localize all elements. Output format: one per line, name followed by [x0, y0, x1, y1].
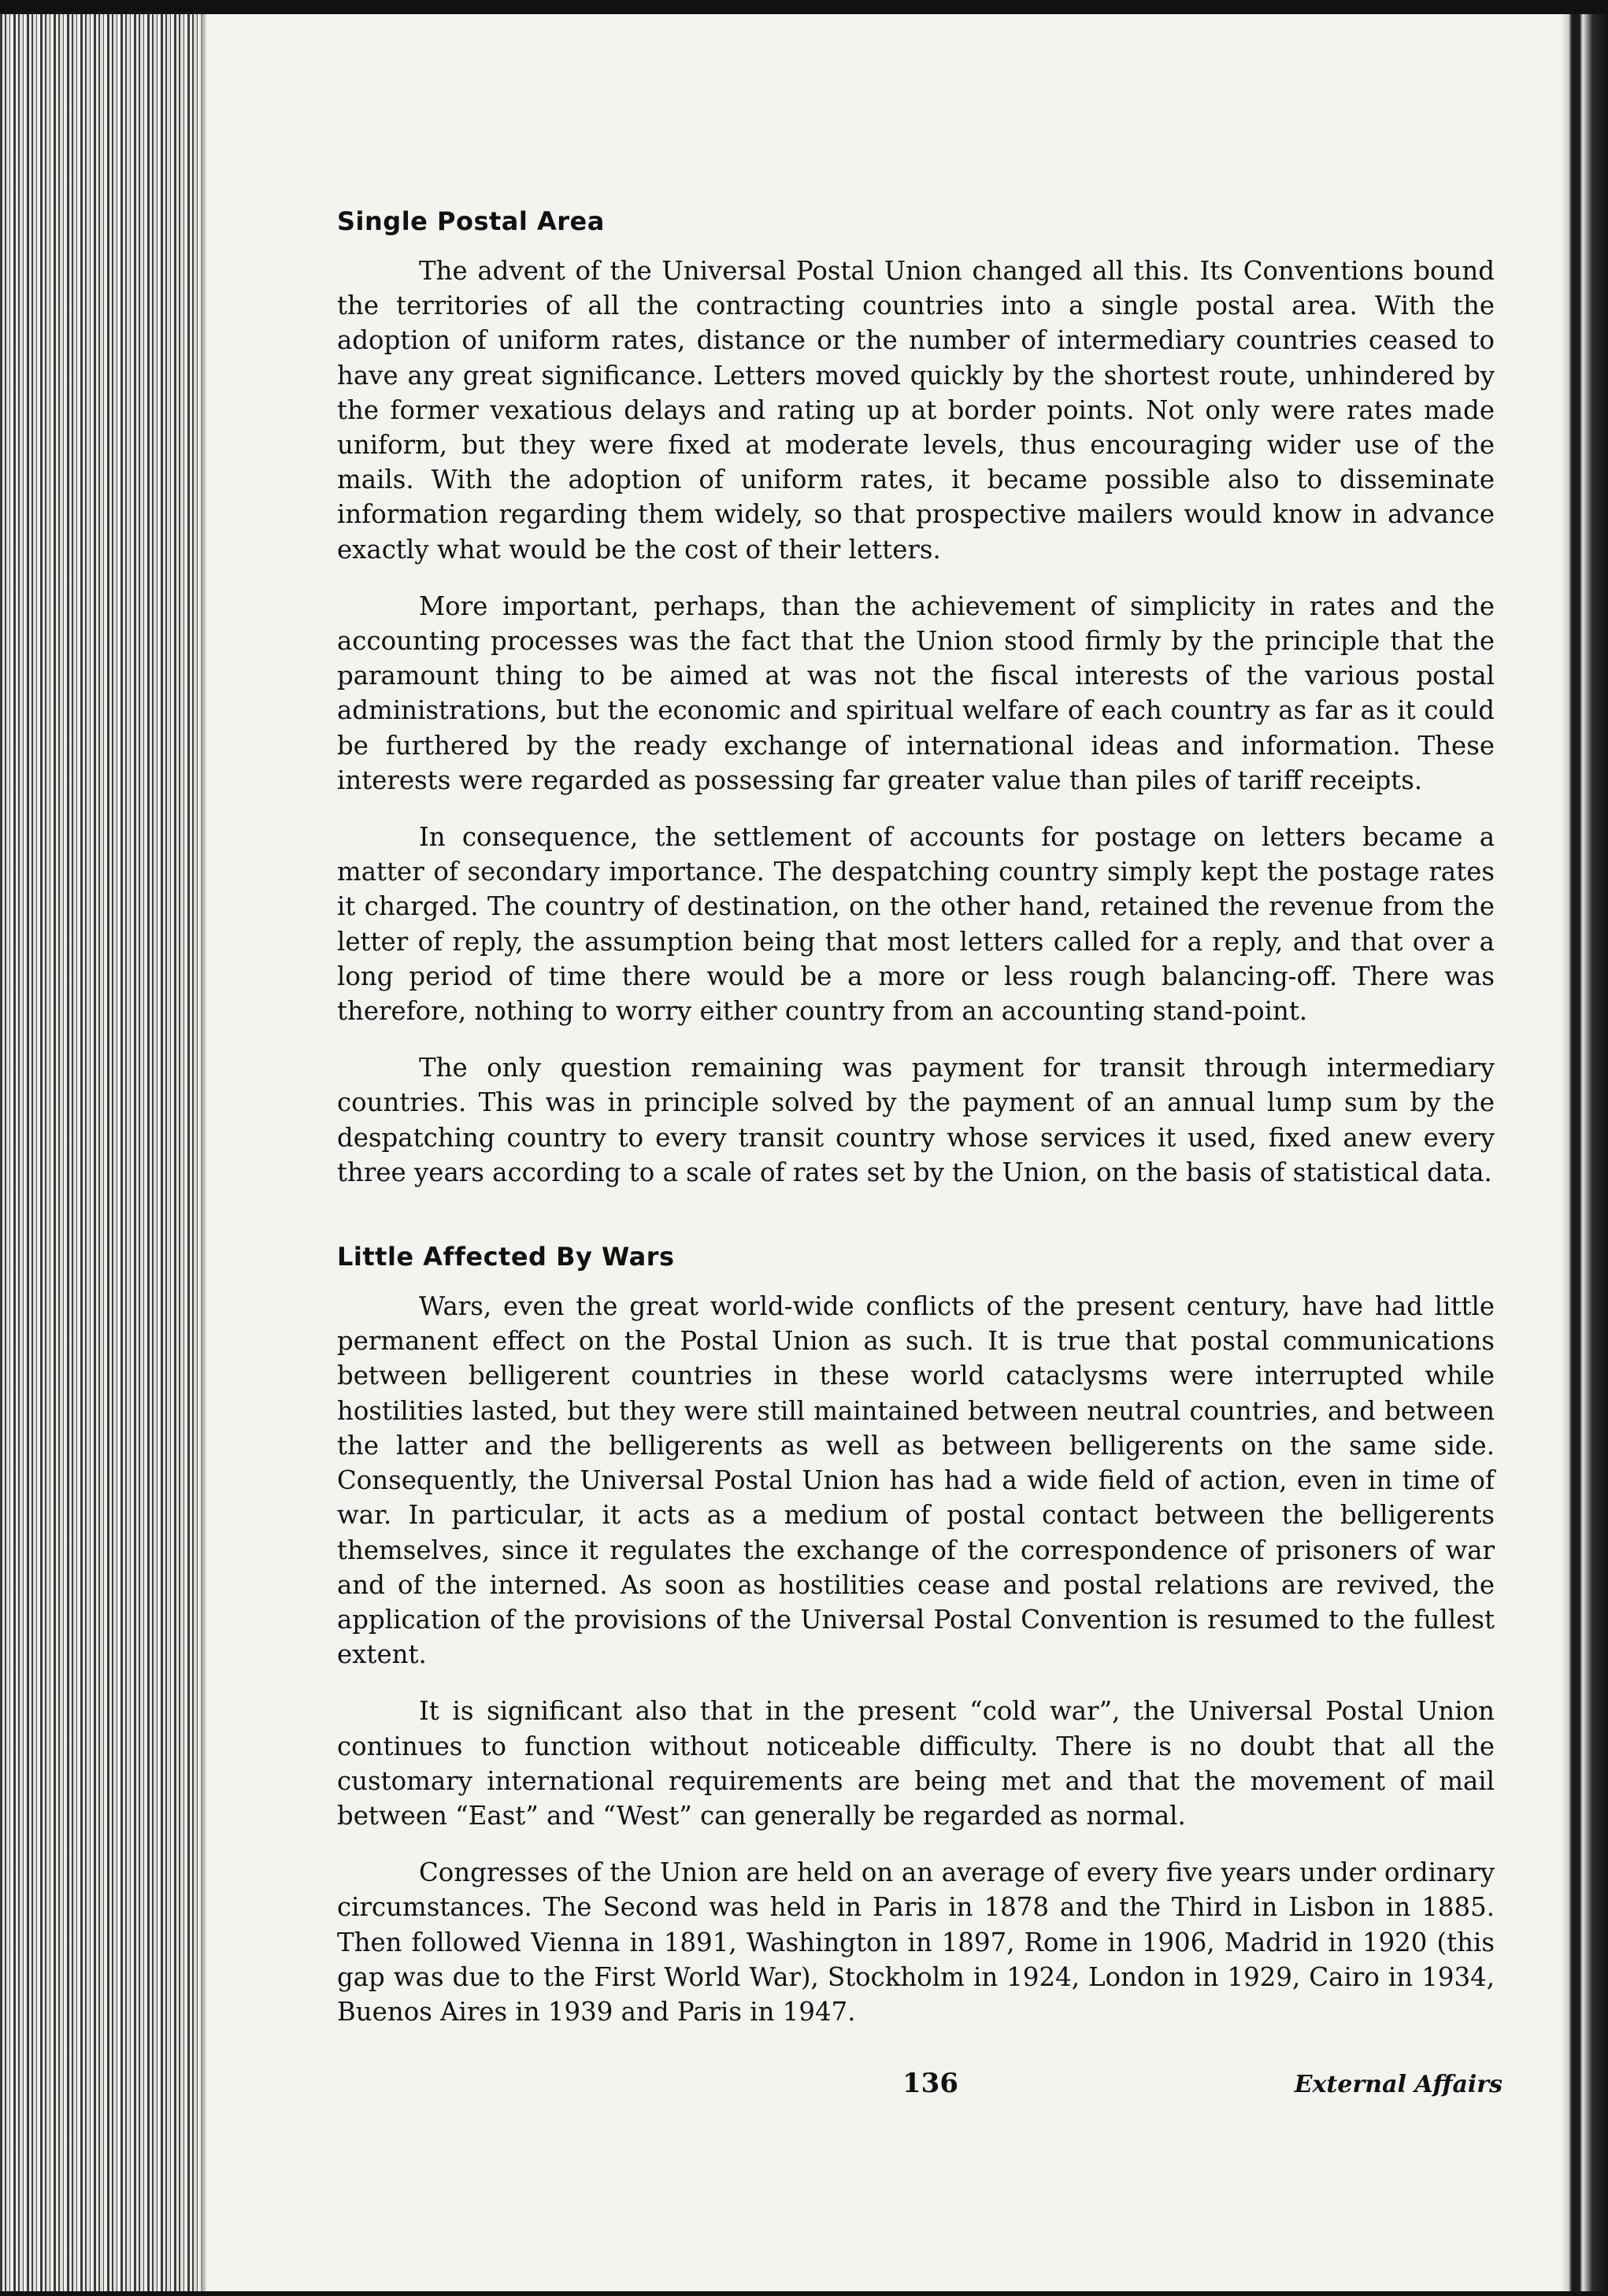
section-single-postal-area — [337, 206, 1495, 1190]
paragraph: It is significant also that in the present “cold war”, the Universal Postal Union continues to function without noticeable difficulty. There is no doubt that all the customary international requirements are being met and that the movement of mail between “East” and “West” can generally be regarded as normal. — [337, 1696, 1495, 1831]
section-little-affected-by-wars — [337, 1242, 1495, 2029]
paragraph: Congresses of the Union are held on an average of every five years under ordinary circumstances. The Second was held in Paris in 1878 and the Third in Lisbon in 1885. Then followed Vienna in 1891, Washington in 1897, Rome in 1906, Madrid in 1920 (this gap was due to the First World War), Stockholm in 1924, London in 1929, Cairo in 1934, Buenos Aires in 1939 and Paris in 1947. — [337, 1857, 1495, 2027]
section-heading: Single Postal Area — [337, 206, 605, 236]
paragraph: In consequence, the settlement of accounts for postage on letters became a matter of secondary importance. The despatching country simply kept the postage rates it charged. The country of destination, on the other hand, retained the revenue from the letter of reply, the assumption being that most letters called for a reply, and that over a long period of time there would be a more or less rough balancing-off. There was therefore, nothing to worry either country from an accounting stand-point. — [337, 822, 1495, 1027]
section-heading: Little Affected By Wars — [337, 1242, 675, 1272]
page-right-edge — [1561, 14, 1608, 2296]
paragraph: More important, perhaps, than the achievement of simplicity in rates and the accounting processes was the fact that the Union stood firmly by the principle that the paramount thing to be aimed at was not the fiscal interests of the various postal administrations, but the economic and spiritual welfare of each country as far as it could be furthered by the ready exchange of international ideas and information. These interests were regarded as possessing far greater value than piles of tariff receipts. — [337, 591, 1495, 795]
paragraph: Wars, even the great world-wide conflicts of the present century, have had little permanent effect on the Postal Union as such. It is true that postal communications between belligerent countries in these world cataclysms were interrupted while hostilities lasted, but they were still maintained between neutral countries, and between the latter and the belligerents as well as between belligerents on the same side. Consequently, the Universal Postal Union has had a wide field of action, even in time of war. In particular, it acts as a medium of postal contact between the belligerents themselves, since it regulates the exchange of the correspondence of prisoners of war and of the interned. As soon as hostilities cease and postal relations are revived, the application of the provisions of the Universal Postal Convention is resumed to the fullest extent. — [337, 1291, 1495, 1670]
scan-bottom-border — [0, 2291, 1608, 2296]
paragraph: The only question remaining was payment for transit through intermediary countries. This was in principle solved by the payment of an annual lump sum by the despatching country to every transit country whose services it used, fixed anew every three years according to a scale of rates set by the Union, on the basis of statistical data. — [337, 1053, 1495, 1187]
book-spine-binding — [0, 14, 201, 2296]
page-footer — [337, 2068, 1518, 2107]
paragraph: The advent of the Universal Postal Union changed all this. Its Conventions bound the territories of all the contracting countries into a single postal area. With the adoption of uniform rates, distance or the number of intermediary countries ceased to have any great significance. Letters moved quickly by the shortest route, unhindered by the former vexatious delays and rating up at border points. Not only were rates made uniform, but they were fixed at moderate levels, thus encouraging wider use of the mails. With the adoption of uniform rates, it became possible also to disseminate information regarding them widely, so that prospective mailers would know in advance exactly what would be the cost of their letters. — [337, 256, 1495, 565]
spine-shadow — [201, 14, 207, 2296]
article-body — [337, 206, 1495, 2051]
journal-title: External Affairs — [1294, 2071, 1502, 2098]
page-number: 136 — [902, 2068, 958, 2099]
scan-top-border — [0, 0, 1608, 14]
